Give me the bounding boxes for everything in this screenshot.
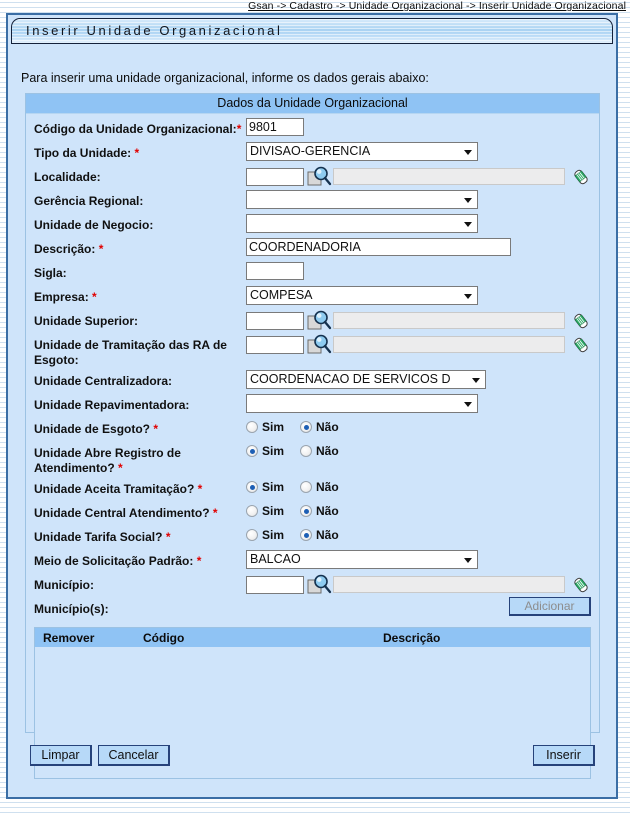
label-unidade-tramitacao-text: Unidade de Tramitação das RA de Esgoto: (34, 338, 227, 367)
control-sigla (246, 262, 599, 280)
cancelar-button[interactable]: Cancelar (98, 745, 170, 766)
search-icon[interactable] (307, 334, 333, 355)
field-row-unidade-repavimentadora (26, 393, 599, 417)
label-unidade-aceita-tramitacao (34, 478, 246, 497)
field-row-municipio (26, 573, 599, 597)
control-unidade-negocio (246, 214, 599, 233)
field-row-unidade-central-atendimento (26, 501, 599, 525)
required-marker: * (118, 461, 123, 475)
control-municipio (246, 574, 599, 595)
label-unidade-aceita-tramitacao-text: Unidade Aceita Tramitação? (34, 482, 195, 496)
inserir-button[interactable]: Inserir (533, 745, 595, 766)
control-unidade-centralizadora (246, 370, 599, 389)
radio-indicator (246, 505, 258, 517)
radio-group-unidade-esgoto (246, 418, 349, 434)
sigla-input[interactable] (246, 262, 304, 280)
label-unidade-superior (34, 310, 246, 329)
required-marker: * (153, 422, 159, 436)
search-icon[interactable] (307, 574, 333, 595)
radio-indicator (246, 481, 258, 493)
eraser-icon[interactable] (571, 335, 591, 355)
label-codigo (34, 118, 246, 137)
label-localidade-text: Localidade: (34, 170, 101, 184)
label-sigla (34, 262, 246, 281)
label-gerencia-regional (34, 190, 246, 209)
field-row-sigla (26, 261, 599, 285)
label-meio-solicitacao (34, 550, 246, 569)
label-unidade-centralizadora-text: Unidade Centralizadora: (34, 374, 173, 388)
localidade-desc-field (333, 168, 565, 185)
field-row-codigo (26, 117, 599, 141)
radio-group-unidade-tarifa-social (246, 526, 349, 542)
radio-label: Sim (262, 444, 285, 458)
label-unidade-tarifa-social-text: Unidade Tarifa Social? (34, 530, 163, 544)
control-descricao (246, 238, 599, 256)
breadcrumb-text[interactable]: Gsan -> Cadastro -> Unidade Organizacional -> Inserir Unidade Organizacional (248, 0, 626, 12)
radio-label: Não (316, 528, 339, 542)
chevron-down-icon (464, 150, 472, 155)
eraser-icon[interactable] (571, 167, 591, 187)
required-marker: * (134, 146, 140, 160)
control-meio-solicitacao (246, 550, 599, 569)
field-row-descricao (26, 237, 599, 261)
footer-actions (25, 745, 600, 775)
label-municipio-text: Município: (34, 578, 94, 592)
municipio-code-input[interactable] (246, 576, 304, 594)
radio-label: Não (316, 480, 339, 494)
unidade-centralizadora-value: COORDENACAO DE SERVICOS D (250, 372, 451, 386)
eraser-icon[interactable] (571, 311, 591, 331)
control-unidade-tramitacao (246, 334, 599, 355)
radio-label: Não (316, 444, 339, 458)
localidade-code-input[interactable] (246, 168, 304, 186)
chevron-down-icon (464, 294, 472, 299)
unidade-negocio-select[interactable] (246, 214, 478, 233)
control-unidade-esgoto (246, 418, 599, 434)
radio-label: Não (316, 420, 339, 434)
panel-header: Dados da Unidade Organizacional (26, 94, 599, 114)
required-marker: * (212, 506, 218, 520)
chevron-down-icon (472, 378, 480, 383)
control-empresa (246, 286, 599, 305)
chevron-down-icon (464, 198, 472, 203)
label-unidade-abre-registro-text: Unidade Abre Registro de Atendimento? (34, 446, 181, 475)
radio-unidade-aceita-tramitacao-sim[interactable] (246, 480, 294, 494)
field-row-municipios-list (26, 597, 599, 621)
chevron-down-icon (464, 558, 472, 563)
label-unidade-esgoto (34, 418, 246, 437)
column-header-descricao: Descrição (383, 630, 441, 645)
column-header-codigo: Código (143, 630, 185, 645)
label-localidade (34, 166, 246, 185)
control-codigo (246, 118, 599, 136)
empresa-select[interactable] (246, 286, 478, 305)
empresa-value: COMPESA (250, 288, 313, 302)
field-row-unidade-centralizadora (26, 369, 599, 393)
radio-indicator (300, 481, 312, 493)
label-unidade-central-atendimento (34, 502, 246, 521)
unidade-centralizadora-select[interactable] (246, 370, 486, 389)
control-localidade (246, 166, 599, 187)
required-marker: * (196, 554, 202, 568)
radio-unidade-esgoto-sim[interactable] (246, 420, 294, 434)
radio-label: Não (316, 504, 339, 518)
unidade-tramitacao-desc-field (333, 336, 565, 353)
column-header-remover: Remover (43, 630, 95, 645)
tipo-unidade-select[interactable] (246, 142, 478, 161)
control-gerencia-regional (246, 190, 599, 209)
breadcrumb (0, 0, 630, 13)
field-row-unidade-tramitacao (26, 333, 599, 369)
unidade-superior-desc-field (333, 312, 565, 329)
radio-label: Sim (262, 480, 285, 494)
control-unidade-tarifa-social (246, 526, 599, 542)
form-panel (25, 93, 600, 733)
field-row-unidade-negocio (26, 213, 599, 237)
radio-label: Sim (262, 420, 285, 434)
label-meio-solicitacao-text: Meio de Solicitação Padrão: (34, 554, 194, 568)
radio-unidade-abre-registro-nao[interactable] (300, 444, 349, 458)
required-marker: * (92, 290, 97, 304)
chevron-down-icon (464, 402, 472, 407)
label-unidade-negocio (34, 214, 246, 233)
control-unidade-aceita-tramitacao (246, 478, 599, 494)
window-body (11, 45, 613, 795)
label-gerencia-regional-text: Gerência Regional: (34, 194, 144, 208)
required-marker: * (98, 242, 104, 256)
label-unidade-repavimentadora (34, 394, 246, 413)
control-unidade-central-atendimento (246, 502, 599, 518)
control-unidade-superior (246, 310, 599, 331)
label-codigo-text: Código da Unidade Organizacional: (34, 122, 237, 136)
radio-label: Sim (262, 528, 285, 542)
label-municipios-list-text: Município(s): (34, 602, 109, 616)
label-descricao-text: Descrição: (34, 242, 96, 256)
radio-indicator (300, 421, 312, 433)
label-unidade-centralizadora (34, 370, 246, 389)
label-empresa-text: Empresa: (34, 290, 89, 304)
field-row-unidade-abre-registro (26, 441, 599, 477)
field-row-tipo-unidade (26, 141, 599, 165)
chevron-down-icon (464, 222, 472, 227)
search-icon[interactable] (307, 310, 333, 331)
required-marker: * (236, 122, 242, 136)
label-tipo-unidade (34, 142, 246, 161)
descricao-input[interactable] (246, 238, 511, 256)
adicionar-button[interactable]: Adicionar (509, 597, 591, 616)
radio-group-unidade-central-atendimento (246, 502, 349, 518)
tipo-unidade-value: DIVISAO-GERENCIA (250, 144, 371, 158)
field-row-unidade-tarifa-social (26, 525, 599, 549)
meio-solicitacao-select[interactable] (246, 550, 478, 569)
meio-solicitacao-value: BALCAO (250, 552, 301, 566)
form-rows (26, 114, 599, 621)
radio-unidade-central-atendimento-sim[interactable] (246, 504, 294, 518)
radio-indicator (300, 445, 312, 457)
radio-group-unidade-abre-registro (246, 442, 349, 458)
field-row-gerencia-regional (26, 189, 599, 213)
control-unidade-repavimentadora (246, 394, 599, 413)
radio-unidade-central-atendimento-nao[interactable] (300, 504, 349, 518)
label-unidade-abre-registro (34, 442, 246, 476)
required-marker: * (197, 482, 203, 496)
eraser-icon[interactable] (571, 575, 591, 595)
unidade-repavimentadora-select[interactable] (246, 394, 478, 413)
radio-indicator (300, 505, 312, 517)
radio-unidade-aceita-tramitacao-nao[interactable] (300, 480, 349, 494)
radio-indicator (246, 421, 258, 433)
control-tipo-unidade (246, 142, 599, 161)
radio-unidade-abre-registro-sim[interactable] (246, 444, 294, 458)
main-window (6, 13, 618, 799)
intro-text: Para inserir uma unidade organizacional, informe os dados gerais abaixo: (21, 71, 429, 85)
window-titlebar (11, 18, 613, 44)
radio-group-unidade-aceita-tramitacao (246, 478, 349, 494)
radio-indicator (246, 529, 258, 541)
field-row-unidade-esgoto (26, 417, 599, 441)
field-row-unidade-superior (26, 309, 599, 333)
gerencia-regional-select[interactable] (246, 190, 478, 209)
field-row-empresa (26, 285, 599, 309)
radio-unidade-esgoto-nao[interactable] (300, 420, 349, 434)
label-tipo-unidade-text: Tipo da Unidade: (34, 146, 132, 160)
label-descricao (34, 238, 246, 257)
label-municipios-list (34, 598, 246, 617)
label-unidade-negocio-text: Unidade de Negocio: (34, 218, 154, 232)
label-unidade-superior-text: Unidade Superior: (34, 314, 139, 328)
field-row-unidade-aceita-tramitacao (26, 477, 599, 501)
municipio-desc-field (333, 576, 565, 593)
page-title: Inserir Unidade Organizacional (26, 23, 283, 38)
limpar-button[interactable]: Limpar (30, 745, 92, 766)
unidade-tramitacao-code-input[interactable] (246, 336, 304, 354)
field-row-meio-solicitacao (26, 549, 599, 573)
label-unidade-repavimentadora-text: Unidade Repavimentadora: (34, 398, 190, 412)
radio-unidade-tarifa-social-sim[interactable] (246, 528, 294, 542)
unidade-superior-code-input[interactable] (246, 312, 304, 330)
radio-unidade-tarifa-social-nao[interactable] (300, 528, 349, 542)
table-header-row (35, 628, 590, 647)
search-icon[interactable] (307, 166, 333, 187)
label-empresa (34, 286, 246, 305)
label-unidade-tramitacao (34, 334, 246, 368)
label-municipio (34, 574, 246, 593)
label-unidade-central-atendimento-text: Unidade Central Atendimento? (34, 506, 210, 520)
label-sigla-text: Sigla: (34, 266, 67, 280)
radio-indicator (300, 529, 312, 541)
codigo-input[interactable] (246, 118, 304, 136)
control-unidade-abre-registro (246, 442, 599, 458)
radio-indicator (246, 445, 258, 457)
label-unidade-tarifa-social (34, 526, 246, 545)
required-marker: * (165, 530, 171, 544)
field-row-localidade (26, 165, 599, 189)
label-unidade-esgoto-text: Unidade de Esgoto? (34, 422, 151, 436)
radio-label: Sim (262, 504, 285, 518)
